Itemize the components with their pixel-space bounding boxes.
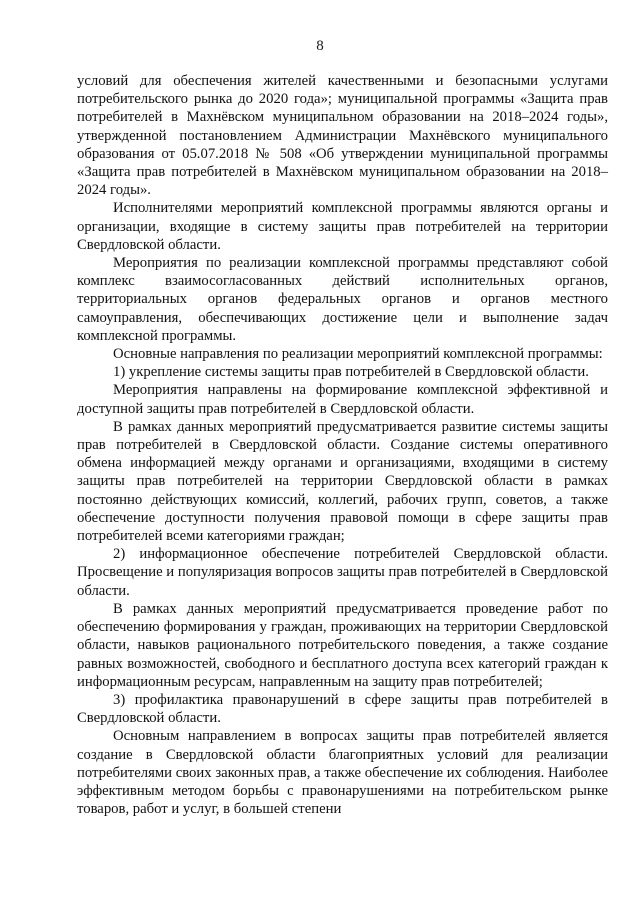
- paragraph-executors: Исполнителями мероприятий комплексной программы являются органы и организации, входящие в систему защиты прав потребителей на территории Свердловской области.: [77, 200, 608, 253]
- document-body: [77, 72, 608, 818]
- list-item-1: 1) укрепление системы защиты прав потребителей в Свердловской области.: [113, 364, 589, 381]
- list-item-2: 2) информационное обеспечение потребителей Свердловской области. Просвещение и популяризация вопросов защиты прав потребителей в Свердловской области.: [77, 546, 608, 599]
- paragraph-main-direction: Основным направлением в вопросах защиты прав потребителей является создание в Свердловской области благоприятных условий для реализации потребителями своих законных прав, а также обеспечение их соблюдения. Наиболее эффективным методом борьбы с правонарушениями на потребительском рынке товаров, работ и услуг, в большей степени: [77, 728, 608, 818]
- paragraph-continuation: условий для обеспечения жителей качественными и безопасными услугами потребительского рынка до 2020 года»; муниципальной программы «Защита прав потребителей в Махнёвском муниципальном образовании на 2018–2024 годы», утвержденной постановлением Администрации Махнёвского муниципального образования от 05.07.2018 № 508 «Об утверждении муниципальной программы «Защита прав потребителей в Махнёвском муниципальном образовании на 2018–2024 годы».: [77, 73, 608, 199]
- list-item-3: 3) профилактика правонарушений в сфере защиты прав потребителей в Свердловской области.: [77, 691, 608, 727]
- paragraph-information-work: В рамках данных мероприятий предусматривается проведение работ по обеспечению формирования у граждан, проживающих на территории Свердловской области, навыков рационального потребительского поведения, а также создание равных возможностей, свободного и бесплатного доступа всех категорий граждан к информационным ресурсам, направленным на защиту прав потребителей;: [77, 600, 608, 690]
- page-number: 8: [316, 38, 324, 54]
- paragraph-main-directions: Основные направления по реализации мероприятий комплексной программы:: [113, 346, 603, 363]
- paragraph-measures-complex: Мероприятия по реализации комплексной программы представляют собой комплекс взаимосогласованных действий исполнительных органов, территориальных органов федеральных органов и органов местного самоуправления, обеспечивающих достижение цели и выполнение задач комплексной программы.: [77, 255, 608, 344]
- paragraph-measures-aimed: Мероприятия направлены на формирование комплексной эффективной и доступной защиты прав потребителей в Свердловской области.: [77, 382, 608, 417]
- paragraph-system-development: В рамках данных мероприятий предусматривается развитие системы защиты прав потребителей в Свердловской области. Создание системы оперативного обмена информацией между органами и организациями, входящими в систему защиты прав потребителей на территории Свердловской области в рамках постоянно действующих комиссий, коллегий, рабочих групп, советов, а также обеспечение доступности получения правовой помощи в сфере защиты прав потребителей всеми категориями граждан;: [77, 418, 608, 545]
